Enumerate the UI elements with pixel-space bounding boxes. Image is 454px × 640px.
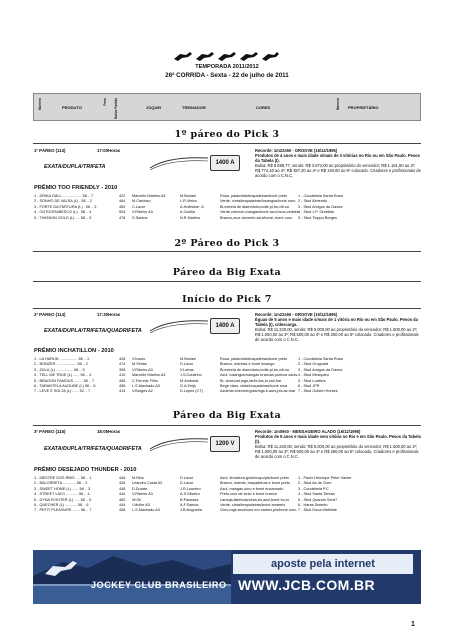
entry-t: A.Cavilla [180,210,195,215]
prize-name: PRÊMIO TOO FRIENDLY - 2010 [34,185,118,191]
entry-horse: 6 - QUECHER (L) ........... 58 .. 6 [34,502,89,507]
entry-own: 3 - Stud Amigos da Gavea [298,204,343,209]
section-big-exata-2: Páreo da Big Exata [172,410,282,421]
entry-own: 4 - Stud Mesquieu [298,373,329,378]
entry-t: D.Lavor [180,362,194,367]
race-time: 18:05Horas [97,429,121,434]
entry-row [34,216,421,221]
entry-horse: 4 - STREET LADY ........... 56 .. 4 [34,492,90,497]
entry-horse: 4 - TELL ME TRUE (L) ...... 56 .. 4 [34,373,92,378]
entry-w: 504 [119,210,126,215]
entry-col: Bege claro, cinta/braçadeiras/boné rosa [220,383,288,388]
entry-col: Bi,estrela de diam/cinta,bolte,pl,bn,clit.ou [220,367,290,372]
entry-horse: 4 - OUTOGRABESCO (L) . 58 .. 4 [34,210,92,215]
entry-own: 4 - Stud Santa Teresa [298,492,335,497]
col-barrier: Baliza Partida [114,98,118,119]
entry-t: V.Lahus [180,367,194,372]
entry-col: Bi,estrela de diam/cinta,bolte,pl,bn,clit.ou [220,204,290,209]
entry-w: 422 [119,194,126,198]
entry-own: 4 - Stud J.P. Orardias [298,210,335,215]
entry-w: 410 [119,373,126,378]
entry-own: 5 - Stud Lucifers [298,378,326,383]
col-number: Número [38,98,42,111]
entry-j: Marcelle Martins A3 [132,194,166,198]
divider [33,281,421,282]
prize-name: PRÊMIO DESEJADO THUNDER - 2010 [34,467,137,473]
entry-w: 460 [119,497,126,502]
entry-j: L.S.Machado A3 [132,383,160,388]
entry-horse: 1 - MESTRE DOS RBIS .... 58 .. 1 [34,476,92,480]
divider [33,143,421,144]
section-pick3-2: 2º Páreo do Pick 3 [174,238,280,249]
entry-w: 446 [119,476,126,480]
entry-row [34,389,421,394]
col-number-2: Número [336,98,340,111]
entry-t: L.R.Vieira [180,199,197,204]
section-big-exata-1: Páreo da Big Exata [172,267,282,278]
entry-col: Laranja,listebola/cinta,bn,azul,boné bc,br [220,497,290,502]
race-date-title: 26ª CORRIDA - Sexta - 22 de julho de 2011 [165,72,289,79]
entry-horse: 6 - TARANTELA AUGUBE (L) 56 .. 6 [34,383,96,388]
entry-col: Branco,cruz cinzento azul/boné, boné ouro [220,215,293,220]
entry-w: 428 [119,357,126,361]
entry-col: Azul, losangos/mangas brancas,punhos azuis [220,373,298,378]
entry-j: V.Ribeiro A3 [132,367,153,372]
entry-t: D.Lavor [180,481,194,486]
entries-list [34,476,421,514]
entry-j: M.Simão [132,362,147,367]
entries-list [34,194,421,221]
entry-own: 1 - Coudelaria Santa Rosa [298,357,343,361]
entry-w: 444 [119,502,126,507]
col-weight: Peso [103,98,107,106]
entry-col: Verde, cinta/braçadeiras/boné amarelo [220,502,286,507]
entry-col: Rosa, palalcinta/braçadeiras/boné preto [220,194,288,198]
purse-info: Bolsa: R$ 11.220,00, sendo: R$ 5.000,00 ao proprietário do vencedor; R$ 1.500,00 ao 2º; R$ 1.000,00 ao 3º; R$ 500,00 ao 4º e R$ 250,00 ao 5º colocado. Criadores e profissionais de acordo com o C.N.C. [255,444,419,460]
race-eligibility: Produtos de 4 anos e mais idade s/mais de 3 vitórias no Rio ou em São Paulo. Pesos da Tabela (I). [255,153,420,164]
race-conditions [255,429,421,460]
entry-w: 464 [119,199,126,204]
entry-w: 444 [119,492,126,497]
entry-w: 428 [119,481,126,486]
entry-own: 5 - Stud Tioppo Borges [298,215,337,220]
club-name: JOCKEY CLUB BRASILEIRO [91,580,227,590]
entry-col: Verde,chevron,mangas/boné azul,bcos,vertiles [220,210,299,215]
divider [33,425,421,426]
entry-horse: 5 - DYNA FIGHTER (L) ..... 56 .. 5 [34,497,92,502]
bet-types: EXATA/DUPLA/TRIFETA/QUADRIFETA [44,446,142,452]
entry-col: Azul, mangas ouro e boné encarnado [220,486,284,491]
jockey-club-horse-logo [170,50,280,62]
entry-j: M.Reis [132,476,144,480]
entry-j: D.Duarte [132,486,148,491]
entry-t: A.F.Santos [180,502,199,507]
divider [33,308,421,309]
horse-icon [43,556,87,578]
entry-horse: 3 - FORTE DA FARTURA (L) . 58 .. 3 [34,204,97,209]
entry-own: 3 - Stud Amigos da Gavea [298,367,343,372]
entry-col: Bi, cinta,bar,mgs,lar/br,tns,bi,cai/,bar [220,378,282,383]
entry-w: 456 [119,378,126,383]
col-horse: PRODUTO [62,105,82,110]
entry-horse: 2 - BALORRETA ............ 56 .. 2 [34,481,88,486]
entry-horse: 7 - LEVE E SOLTA (L) ...... 52 .. 7 [34,389,91,394]
entry-own: 7 - Stud Dona Mathilde [298,508,337,513]
distance-track [148,318,240,334]
entry-w: 448 [119,486,126,491]
track-oval-icon [148,318,210,334]
section-pick7: Início do Pick 7 [182,294,272,305]
distance-badge: 1400 A [210,155,240,171]
entry-t: J.B.Nogueira [180,508,202,513]
entry-t: A.Hofelcker Jr. [180,204,205,209]
race-conditions [255,148,421,179]
divider [33,251,421,252]
entry-w: 474 [119,362,126,367]
col-trainer: TREINADOR [182,105,206,110]
race-eligibility: Produtos de 5 anos e mais idade sem vitória no Rio e em São Paulo. Pesos da Tabela (I). [255,434,421,445]
entry-j: Marcelle Martins A3 [132,373,166,378]
entry-col: Rosa, palalcinta/braçadeiras/boné preto [220,357,288,361]
purse-info: Bolsa: R$ 11.220,00, sendo: R$ 5.000,00 ao proprietário do vencedor; R$ 1.500,00 ao 2º; R$ 1.000,00 ao 3º; R$ 500,00 ao 4º e R$ 250,00 ao 5º colocado. Criadores e profissionais de acordo com o C.N.C. [255,327,419,343]
entry-horse: 7 - PETIT PLEASURE ....... 56 .. 7 [34,508,92,513]
entry-w: 478 [119,215,126,220]
entry-row [34,508,421,513]
entry-col: Branco, estrelas e boné losango [220,362,275,367]
race-number: 3º PÁREO (115) [34,429,66,434]
entry-w: 456 [119,383,126,388]
entry-horse: 3 - ZULU (L) ................ 58 .. 5 [34,367,85,372]
entry-horse: 5 - THIGNON GOLD (L) .... 58 .. 5 [34,215,92,220]
entry-w: 398 [119,367,126,372]
entry-col: Verde, cinta/braçadeiras/losangos/boné ouro [220,199,296,204]
page-number: 1 [411,621,415,628]
entry-j: C.Fernnie Filho [132,378,158,383]
entry-horse: 2 - SONHO DE VALSA (L) . 58 .. 2 [34,199,92,204]
entry-j: V.Borges A2 [132,389,153,394]
distance-badge: 1400 A [210,318,240,334]
entry-horse: 2 - BONZER ................... 56 .. 2 [34,362,89,367]
entry-w: 458 [119,508,126,513]
record-title: Recorde: 1m09s0 - MENSAGEIRO ALADO (16/12/1995) [255,429,361,434]
entry-j: L.S.Machado A3 [132,508,160,513]
entry-t: J.R.Loureiro [180,486,201,491]
column-header-bar [33,93,421,121]
purse-info: Bolsa: R$ 8.888,77, sendo: R$ 3.872,00 ao proprietário do vencedor; R$ 1.161,60 ao 2º; R$ 774,40 ao 3º; R$ 387,20 ao 4º e R$ 193,60 ao 5º colocado. Criadores e profissionais de acordo com o C.N.C. [255,163,421,179]
entry-t: M.Boriani [180,357,197,361]
entry-own: 5 - Stud Quando Será? [298,497,338,502]
col-colors: CORES [256,105,271,110]
entry-own: 3 - Coudelaria P.C [298,486,329,491]
entry-own: 2 - Stud Grogoatá [298,362,329,367]
entry-t: G.A.Feijó [180,383,196,388]
entry-col: Azul, ferradura,gola/braço/pts/boné preto [220,476,290,480]
race-number: 1º PÁREO (113) [34,148,66,153]
record-title: Recorde: 1m22s50 - GROOVE (16/12/1995) [255,312,338,317]
entry-t: M.Andrade [180,378,199,383]
race-time: 17:00Horas [97,148,121,153]
jcb-advert-banner[interactable] [33,550,421,604]
entry-j: V.Ribeiro A3 [132,492,153,497]
entry-j: M.Cardoso [132,199,151,204]
track-oval-icon [148,155,210,171]
race-conditions [255,312,421,343]
entry-horse: 5 - BRAGON FAMOUS ........ 56 .. 7 [34,378,95,383]
entry-col: Preto,cruz de cinto e boné branco [220,492,277,497]
entry-own: 1 - Paulo Henrique Peter Vanier [298,476,352,480]
entry-j: Leandro Costa A2 [132,481,163,486]
entry-col: Azulmar,chevron/gola/mgs,b.aurs,pts,az-mar [220,389,296,394]
entry-t: D.Lavor [180,476,194,480]
bet-online-slogan: aposte pela internet [233,554,413,574]
entries-list [34,357,421,395]
record-title: Recorde: 1m22s50 - GROOVE (16/12/1995) [255,148,338,153]
entry-j: I.Muller A3 [132,502,150,507]
entry-horse: 1 - LA HARUN ................. 56 .. 1 [34,357,90,361]
race-number: 2º PÁREO (114) [34,312,66,317]
entry-col: Ouro,mgs,azul/ouro em xadrez,pts/boné ouro [220,508,297,513]
entry-t: M.Boriani [180,194,197,198]
entry-horse: 3 - SWEET HOME (L) ...... 58 .. 3 [34,486,91,491]
bet-types: EXATA/DUPLA/TRIFETA/QUADRIFETA [44,328,142,334]
entry-col: Branco, estrela, braçadeiras e boné preto [220,481,290,486]
entry-j: V.Inacio [132,357,146,361]
entry-t: N.R.Martins [180,215,201,220]
entry-j: S.Santos [132,215,148,220]
col-jockey: JÓQUEI [146,105,162,110]
entry-j: W.Gil [132,497,142,502]
entry-own: 1 - Coudelaria Santa Rosa [298,194,343,198]
distance-track [148,155,240,171]
entry-w: 450 [119,204,126,209]
race-time: 17:30Horas [97,312,121,317]
entry-t: B.Pavesea [180,497,199,502]
entry-w: 414 [119,389,126,394]
entry-t: A.S.Silveira [180,492,200,497]
website-link[interactable]: WWW.JCB.COM.BR [238,577,376,593]
entry-own: 6 - Stud JPR [298,383,320,388]
col-owner: PROPRIETÁRIO [348,105,379,110]
distance-track [148,436,240,452]
prize-name: PRÊMIO INCHATILLON - 2010 [34,348,114,354]
track-oval-icon [148,436,210,452]
entry-own: 7 - Stud Golden Horses [298,389,338,394]
entry-t: J.S.Coutinho [180,373,202,378]
distance-badge: 1200 V [210,436,240,452]
race-eligibility: Éguas de 5 anos e mais idade s/mais de 1 vitória no Rio ou em São Paulo. Pesos da Tabela (I), c/descarga. [255,317,418,328]
entry-j: C.Lavor [132,204,146,209]
entry-horse: 1 - DRIKA GALL .................. 58 .. 7 [34,194,94,198]
bet-types: EXATA/DUPLA/TRIFETA [44,164,106,170]
entry-j: V.Ribeiro A3 [132,210,153,215]
entry-own: 6 - Haras Disento [298,502,328,507]
entry-own: 2 - Stud As de Ouro [298,481,332,486]
entry-t: D.Lopes (CT) [180,389,203,394]
entry-own: 2 - Stud Almendo [298,199,328,204]
season-title: TEMPORADA 2011/2012 [195,64,259,70]
section-pick3-1: 1º páreo do Pick 3 [174,129,280,140]
